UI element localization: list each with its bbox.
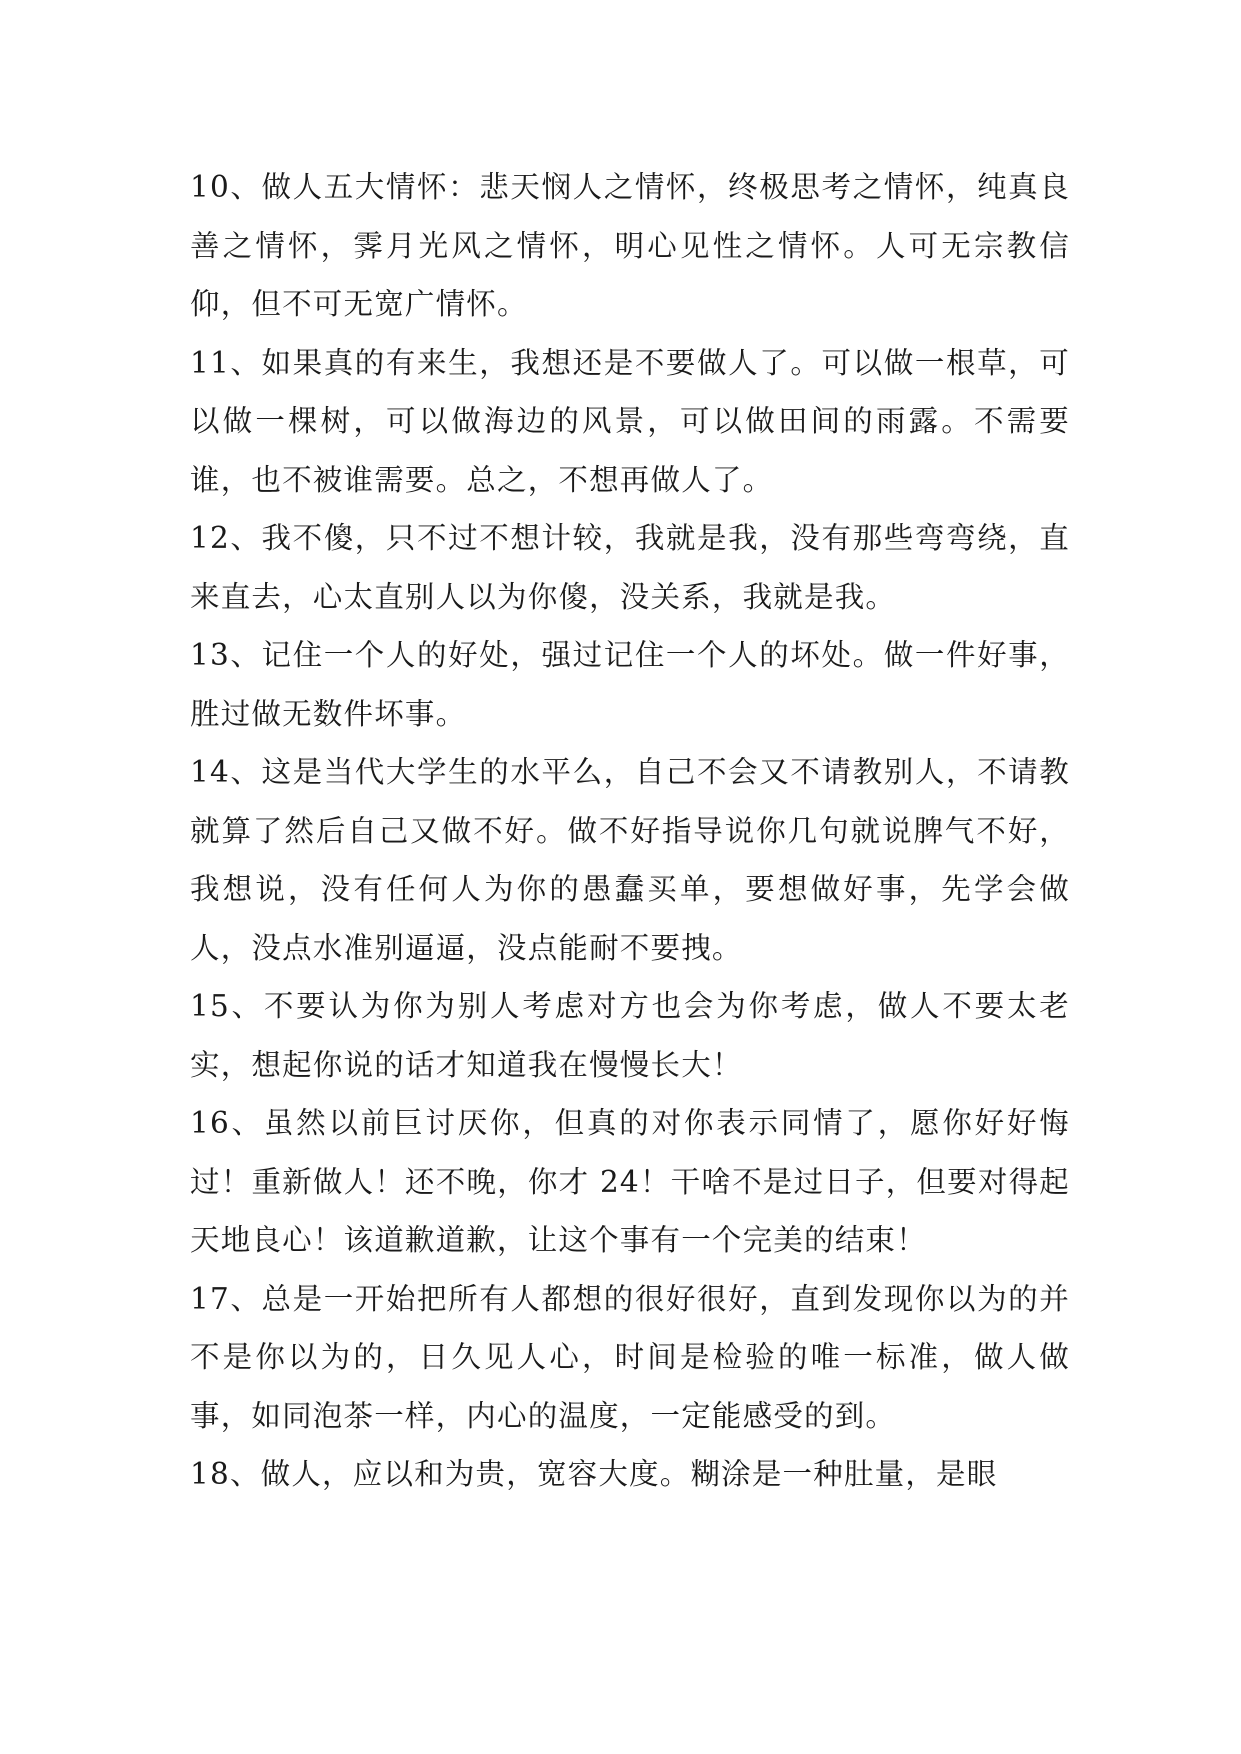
- list-item: 17、总是一开始把所有人都想的很好很好，直到发现你以为的并不是你以为的，日久见人心，时间是检验的唯一标准，做人做事，如同泡茶一样，内心的温度，一定能感受的到。: [190, 1281, 1070, 1433]
- list-item: 16、虽然以前巨讨厌你，但真的对你表示同情了，愿你好好悔过！重新做人！还不晚，你才 24！干啥不是过日子，但要对得起天地良心！该道歉道歉，让这个事有一个完美的结束！: [190, 1106, 1070, 1257]
- list-item: 18、做人，应以和为贵，宽容大度。糊涂是一种肚量，是眼: [190, 1457, 998, 1491]
- list-item: 12、我不傻，只不过不想计较，我就是我，没有那些弯弯绕，直来直去，心太直别人以为你傻，没关系，我就是我。: [190, 521, 1070, 614]
- list-item: 14、这是当代大学生的水平么，自己不会又不请教别人，不请教就算了然后自己又做不好。做不好指导说你几句就说脾气不好，我想说，没有任何人为你的愚蠢买单，要想做好事，先学会做人，没点水准别逼逼，没点能耐不要拽。: [190, 755, 1070, 965]
- document-body: [190, 158, 1070, 1504]
- list-item: 10、做人五大情怀：悲天悯人之情怀，终极思考之情怀，纯真良善之情怀，霁月光风之情怀，明心见性之情怀。人可无宗教信仰，但不可无宽广情怀。: [190, 170, 1070, 321]
- list-item: 11、如果真的有来生，我想还是不要做人了。可以做一根草，可以做一棵树，可以做海边的风景，可以做田间的雨露。不需要谁，也不被谁需要。总之，不想再做人了。: [190, 345, 1070, 497]
- list-item: 13、记住一个人的好处，强过记住一个人的坏处。做一件好事，胜过做无数件坏事。: [190, 638, 1070, 731]
- list-item: 15、不要认为你为别人考虑对方也会为你考虑，做人不要太老实，想起你说的话才知道我在慢慢长大！: [190, 989, 1070, 1082]
